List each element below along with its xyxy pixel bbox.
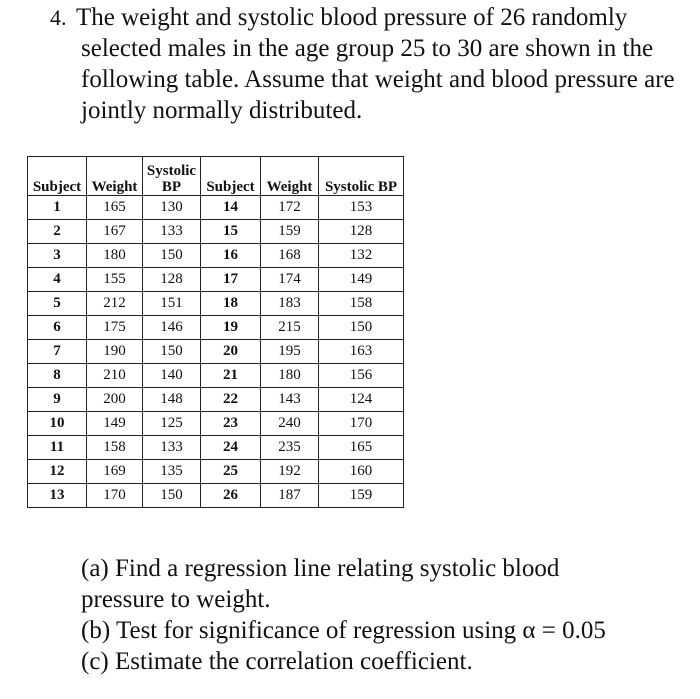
weight-cell: 170 xyxy=(87,484,143,508)
subject-cell: 5 xyxy=(28,292,87,316)
systolic-bp-cell: 124 xyxy=(319,388,404,412)
systolic-bp-cell: 150 xyxy=(143,340,201,364)
header-subject-2: Subject xyxy=(201,157,261,196)
problem-statement xyxy=(50,2,700,126)
table-row xyxy=(28,460,404,484)
systolic-bp-cell: 170 xyxy=(319,412,404,436)
data-table xyxy=(27,156,404,508)
subject-cell: 4 xyxy=(28,268,87,292)
systolic-bp-cell: 163 xyxy=(319,340,404,364)
subject-cell: 9 xyxy=(28,388,87,412)
weight-cell: 180 xyxy=(261,364,319,388)
weight-cell: 215 xyxy=(261,316,319,340)
weight-cell: 183 xyxy=(261,292,319,316)
question-a: (a) Find a regression line relating systolic blood xyxy=(81,555,560,582)
subject-cell: 6 xyxy=(28,316,87,340)
table-row xyxy=(28,196,404,220)
weight-cell: 149 xyxy=(87,412,143,436)
systolic-bp-cell: 135 xyxy=(143,460,201,484)
table-row xyxy=(28,484,404,508)
table-row xyxy=(28,220,404,244)
weight-cell: 192 xyxy=(261,460,319,484)
subject-cell: 25 xyxy=(201,460,261,484)
weight-cell: 195 xyxy=(261,340,319,364)
problem-text: The weight and systolic blood pressure of 26 randomly selected males in the age group 25 to 30 are shown in the following table. Assume that weight and blood pressure are jointly normally distributed. xyxy=(76,4,675,124)
systolic-bp-cell: 128 xyxy=(319,220,404,244)
table-header-row xyxy=(28,157,404,196)
table-row xyxy=(28,244,404,268)
systolic-bp-cell: 133 xyxy=(143,436,201,460)
subject-cell: 22 xyxy=(201,388,261,412)
subject-cell: 16 xyxy=(201,244,261,268)
subject-cell: 23 xyxy=(201,412,261,436)
systolic-bp-cell: 140 xyxy=(143,364,201,388)
table-row xyxy=(28,412,404,436)
systolic-bp-cell: 153 xyxy=(319,196,404,220)
header-systolic-bottom: BP xyxy=(161,179,182,195)
systolic-bp-cell: 150 xyxy=(143,244,201,268)
systolic-bp-cell: 150 xyxy=(319,316,404,340)
subject-cell: 19 xyxy=(201,316,261,340)
weight-cell: 180 xyxy=(87,244,143,268)
weight-cell: 165 xyxy=(87,196,143,220)
weight-cell: 175 xyxy=(87,316,143,340)
subject-cell: 7 xyxy=(28,340,87,364)
systolic-bp-cell: 160 xyxy=(319,460,404,484)
table-row xyxy=(28,268,404,292)
table-row xyxy=(28,388,404,412)
table-body xyxy=(28,196,404,508)
header-systolic-top: Systolic xyxy=(146,163,197,179)
weight-cell: 169 xyxy=(87,460,143,484)
table-row xyxy=(28,436,404,460)
subject-cell: 24 xyxy=(201,436,261,460)
systolic-bp-cell: 151 xyxy=(143,292,201,316)
weight-cell: 235 xyxy=(261,436,319,460)
weight-cell: 190 xyxy=(87,340,143,364)
weight-cell: 159 xyxy=(261,220,319,244)
weight-cell: 172 xyxy=(261,196,319,220)
problem-number: 4. xyxy=(50,5,67,30)
subject-cell: 2 xyxy=(28,220,87,244)
weight-cell: 155 xyxy=(87,268,143,292)
systolic-bp-cell: 159 xyxy=(319,484,404,508)
weight-cell: 187 xyxy=(261,484,319,508)
table-row xyxy=(28,292,404,316)
subject-cell: 26 xyxy=(201,484,261,508)
systolic-bp-cell: 128 xyxy=(143,268,201,292)
weight-cell: 174 xyxy=(261,268,319,292)
weight-cell: 158 xyxy=(87,436,143,460)
subject-cell: 15 xyxy=(201,220,261,244)
systolic-bp-cell: 125 xyxy=(143,412,201,436)
subject-cell: 20 xyxy=(201,340,261,364)
systolic-bp-cell: 158 xyxy=(319,292,404,316)
subject-cell: 17 xyxy=(201,268,261,292)
subject-cell: 1 xyxy=(28,196,87,220)
subject-cell: 11 xyxy=(28,436,87,460)
question-b: (b) Test for significance of regression using α = 0.05 xyxy=(81,617,606,644)
subject-cell: 3 xyxy=(28,244,87,268)
subject-cell: 12 xyxy=(28,460,87,484)
subject-cell: 13 xyxy=(28,484,87,508)
weight-cell: 200 xyxy=(87,388,143,412)
weight-cell: 240 xyxy=(261,412,319,436)
subject-cell: 21 xyxy=(201,364,261,388)
systolic-bp-cell: 150 xyxy=(143,484,201,508)
subject-cell: 8 xyxy=(28,364,87,388)
systolic-bp-cell: 133 xyxy=(143,220,201,244)
subject-cell: 14 xyxy=(201,196,261,220)
weight-cell: 167 xyxy=(87,220,143,244)
table-row xyxy=(28,316,404,340)
systolic-bp-cell: 130 xyxy=(143,196,201,220)
question-a-continued: pressure to weight. xyxy=(81,586,271,613)
table-row xyxy=(28,340,404,364)
systolic-bp-cell: 146 xyxy=(143,316,201,340)
subject-cell: 18 xyxy=(201,292,261,316)
question-c: (c) Estimate the correlation coefficient. xyxy=(81,648,473,675)
header-weight: Weight xyxy=(87,157,143,196)
header-subject: Subject xyxy=(28,157,87,196)
questions xyxy=(81,553,700,677)
weight-cell: 212 xyxy=(87,292,143,316)
weight-cell: 168 xyxy=(261,244,319,268)
systolic-bp-cell: 149 xyxy=(319,268,404,292)
systolic-bp-cell: 148 xyxy=(143,388,201,412)
weight-cell: 143 xyxy=(261,388,319,412)
systolic-bp-cell: 165 xyxy=(319,436,404,460)
systolic-bp-cell: 132 xyxy=(319,244,404,268)
header-systolic-bp-2: Systolic BP xyxy=(319,157,404,196)
weight-cell: 210 xyxy=(87,364,143,388)
systolic-bp-cell: 156 xyxy=(319,364,404,388)
table-row xyxy=(28,364,404,388)
header-weight-2: Weight xyxy=(261,157,319,196)
header-systolic-bp xyxy=(143,157,201,196)
subject-cell: 10 xyxy=(28,412,87,436)
